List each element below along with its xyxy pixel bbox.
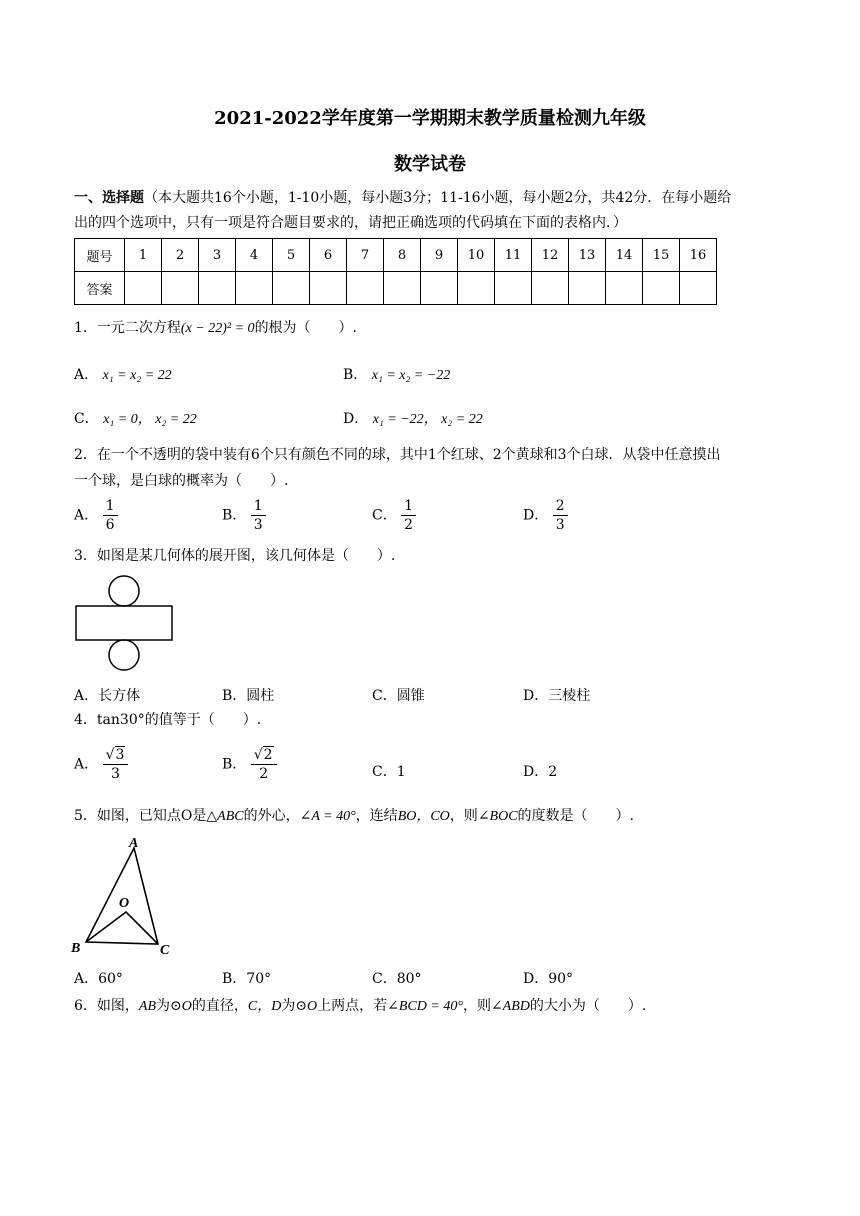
table-row-numbers	[75, 239, 717, 272]
q1-option-a[interactable]: A． x₁ = x₂ = 22	[74, 367, 172, 383]
q1-option-c[interactable]: C． x₁ = 0， x₂ = 22	[74, 411, 197, 427]
answer-cell[interactable]	[310, 272, 347, 305]
label-a: A	[129, 836, 139, 851]
question-number-cell: 14	[606, 239, 643, 272]
question-number-cell: 15	[643, 239, 680, 272]
question-number-cell: 16	[680, 239, 717, 272]
label-o: O	[119, 896, 130, 911]
segments-bo-co	[86, 912, 158, 944]
answer-cell[interactable]	[458, 272, 495, 305]
q5-stem: 5．如图，已知点O是△ABC的外心，∠A = 40°，连结BO，CO，则∠BOC的度数是（ ）.	[74, 808, 634, 824]
q1-option-b[interactable]: B． x₁ = x₂ = −22	[343, 367, 451, 383]
exam-subtitle: 数学试卷	[394, 154, 466, 175]
question-number-cell: 12	[532, 239, 569, 272]
q2-option-c[interactable]: C． $\frac{1}{2}$	[372, 497, 416, 534]
q2-option-b[interactable]: B． $\frac{1}{3}$	[222, 497, 266, 534]
answer-cell[interactable]	[347, 272, 384, 305]
answer-cell[interactable]	[125, 272, 162, 305]
q2-stem-line2: 一个球，是白球的概率为（ ）.	[74, 473, 289, 489]
q4-option-c[interactable]: C．1	[372, 764, 406, 780]
answer-cell[interactable]	[162, 272, 199, 305]
q2-option-a[interactable]: A． $\frac{1}{6}$	[74, 497, 118, 534]
question-number-cell: 9	[421, 239, 458, 272]
question-number-cell: 6	[310, 239, 347, 272]
q3-stem: 3．如图是某几何体的展开图，该几何体是（ ）.	[74, 548, 396, 564]
section-heading: 一、选择题	[74, 190, 144, 206]
answer-cell[interactable]	[273, 272, 310, 305]
q3-option-a[interactable]: A．长方体	[74, 688, 141, 704]
label-c: C	[160, 943, 170, 958]
answer-cell[interactable]	[236, 272, 273, 305]
label-b: B	[71, 941, 81, 956]
answer-cell[interactable]	[680, 272, 717, 305]
answer-cell[interactable]	[384, 272, 421, 305]
q5-triangle-figure	[68, 832, 180, 960]
q4-option-b[interactable]: B． $\frac{√2}{2}$	[222, 746, 277, 783]
q5-option-b[interactable]: B．70°	[222, 971, 272, 987]
q6-stem: 6．如图，AB为⊙O的直径，C，D为⊙O上两点，若∠BCD = 40°，则∠ABD的大小为（ ）.	[74, 998, 647, 1014]
exam-title: 2021-2022学年度第一学期期末教学质量检测九年级	[214, 108, 646, 129]
q3-net-figure	[70, 572, 180, 676]
q3-option-b[interactable]: B．圆柱	[222, 688, 275, 704]
question-number-cell: 8	[384, 239, 421, 272]
table-row-answers	[75, 272, 717, 305]
question-number-cell: 4	[236, 239, 273, 272]
top-circle	[109, 576, 139, 606]
question-number-cell: 10	[458, 239, 495, 272]
question-number-cell: 11	[495, 239, 532, 272]
q1-stem: 1．一元二次方程(x − 22)² = 0的根为（ ）.	[74, 320, 358, 336]
question-number-cell: 3	[199, 239, 236, 272]
question-number-cell: 7	[347, 239, 384, 272]
section-intro-line2: 出的四个选项中，只有一项是符合题目要求的，请把正确选项的代码填在下面的表格内．）	[74, 215, 627, 231]
answer-table	[74, 238, 717, 305]
answer-cell[interactable]	[569, 272, 606, 305]
bottom-circle	[109, 640, 139, 670]
q5-option-a[interactable]: A．60°	[74, 971, 123, 987]
section-intro-line1: 一、选择题（本大题共16个小题，1-10小题，每小题3分；11-16小题，每小题2分，共42分．在每小题给	[74, 190, 732, 206]
question-number-cell: 2	[162, 239, 199, 272]
answer-cell[interactable]	[421, 272, 458, 305]
answer-cell[interactable]	[606, 272, 643, 305]
question-number-cell: 5	[273, 239, 310, 272]
q4-expression: tan30°	[96, 712, 145, 728]
q4-stem: 4．tan30°的值等于（ ）.	[74, 712, 262, 728]
q3-option-c[interactable]: C．圆锥	[372, 688, 425, 704]
question-number-cell: 1	[125, 239, 162, 272]
answer-cell[interactable]	[199, 272, 236, 305]
row-label-number: 题号	[75, 239, 125, 272]
q5-option-d[interactable]: D．90°	[523, 971, 574, 987]
q1-option-d[interactable]: D． x₁ = −22， x₂ = 22	[343, 411, 483, 427]
answer-cell[interactable]	[643, 272, 680, 305]
q5-option-c[interactable]: C．80°	[372, 971, 422, 987]
q2-stem-line1: 2．在一个不透明的袋中装有6个只有颜色不同的球，其中1个红球、2个黄球和3个白球．从袋中任意摸出	[74, 447, 721, 463]
question-number-cell: 13	[569, 239, 606, 272]
q2-option-d[interactable]: D． $\frac{2}{3}$	[523, 497, 568, 534]
q4-option-a[interactable]: A． $\frac{√3}{3}$	[74, 746, 128, 783]
row-label-answer: 答案	[75, 272, 125, 305]
q3-option-d[interactable]: D．三棱柱	[523, 688, 591, 704]
q1-equation: (x − 22)² = 0	[180, 321, 255, 336]
rectangle	[76, 606, 172, 640]
q4-option-d[interactable]: D．2	[523, 764, 558, 780]
answer-cell[interactable]	[495, 272, 532, 305]
answer-cell[interactable]	[532, 272, 569, 305]
